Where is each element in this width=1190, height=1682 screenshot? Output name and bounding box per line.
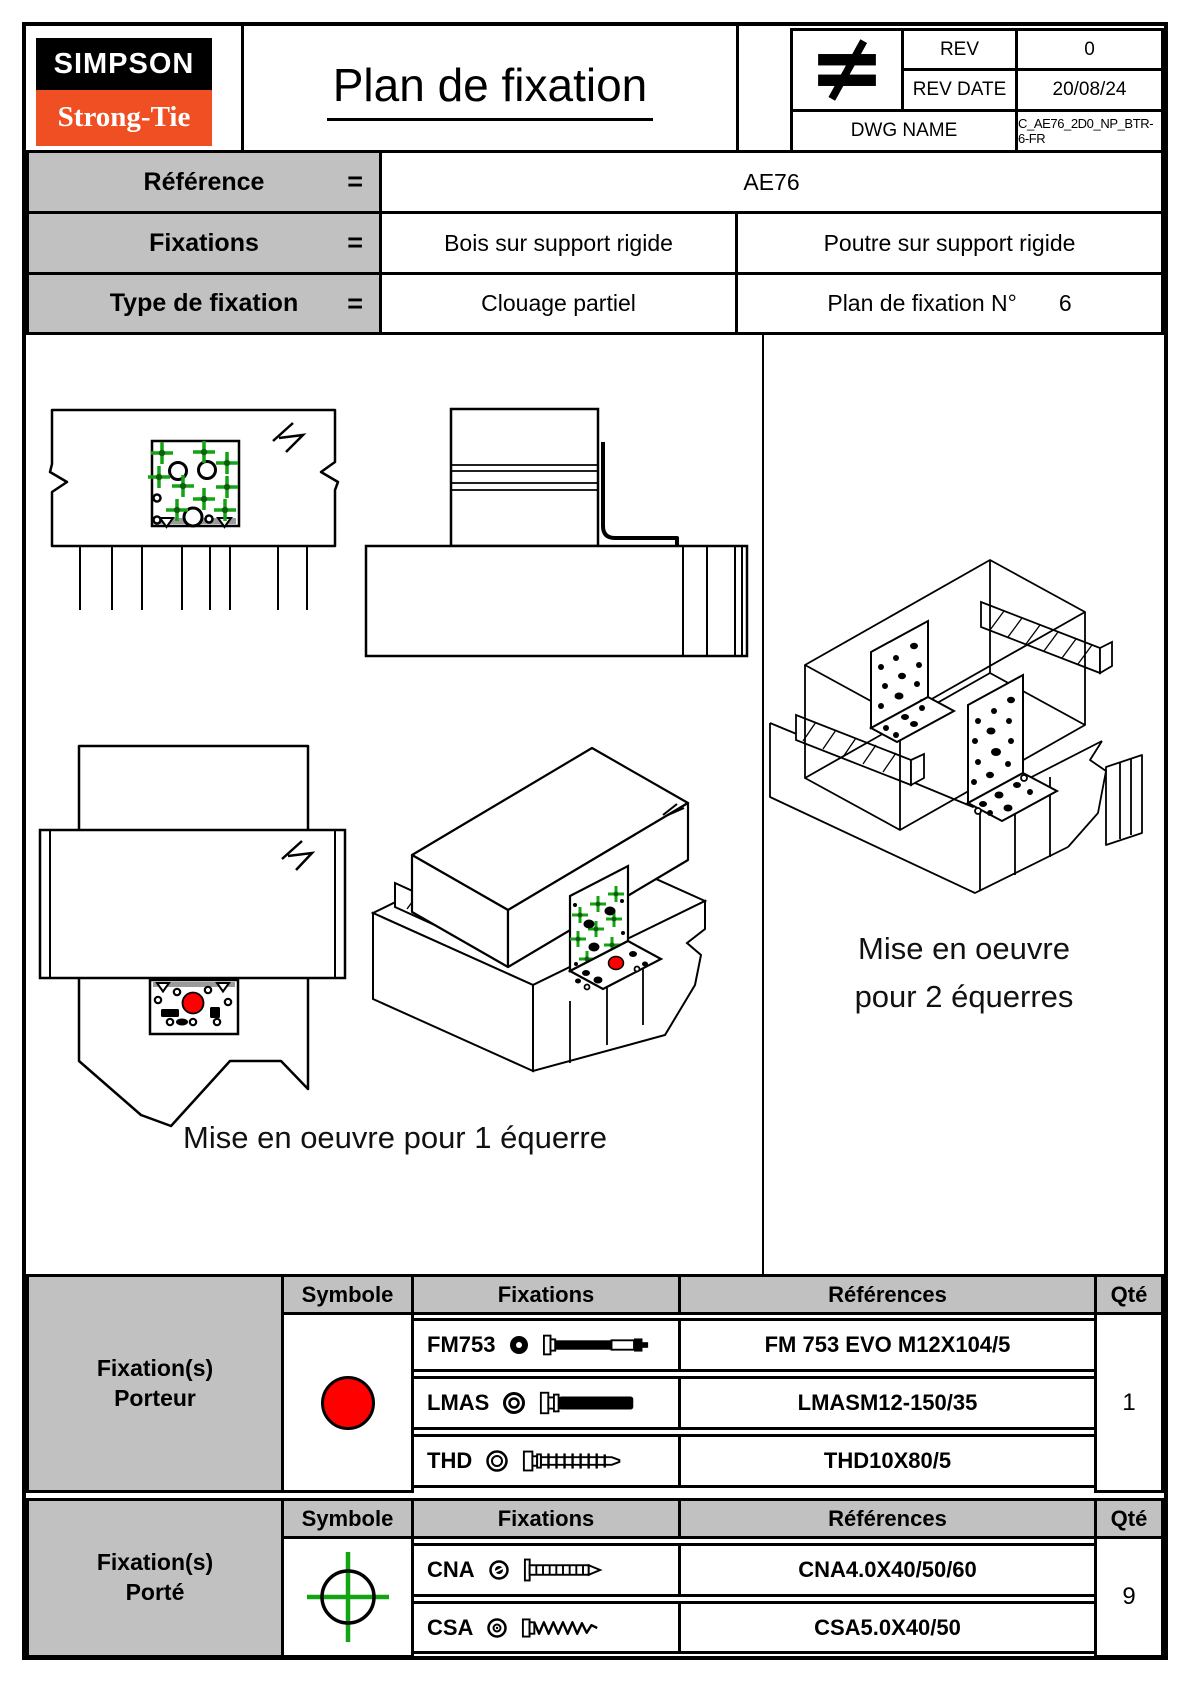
info-row-reference-label: Référence =	[26, 150, 382, 214]
info-reference-value: AE76	[379, 150, 1164, 214]
reference-thd: THD10X80/5	[678, 1434, 1097, 1488]
col-header-fixations: Fixations	[411, 1498, 681, 1539]
rev-value-cell: 0	[1015, 28, 1164, 71]
drawing-front-view-porteur	[30, 728, 360, 1138]
dwg-name-value-cell: C_AE76_2D0_NP_BTR-6-FR	[1015, 109, 1164, 153]
logo-strongtie-text: Strong-Tie	[36, 90, 212, 146]
info-plan-number-cell: Plan de fixation N° 6	[735, 272, 1164, 335]
info-fixations-right: Poutre sur support rigide	[735, 211, 1164, 275]
csa-front-icon	[486, 1617, 508, 1639]
drawing-isometric-one-bracket	[365, 733, 710, 1078]
info-type-left: Clouage partiel	[379, 272, 738, 335]
group-label-porte: Fixation(s) Porté	[26, 1498, 284, 1658]
logo-simpson-text: SIMPSON	[36, 38, 212, 90]
qty-cell-porte: 9	[1094, 1536, 1164, 1658]
col-header-symbole: Symbole	[281, 1498, 414, 1539]
drawing-side-view	[355, 378, 755, 668]
caption-two-brackets: Mise en oeuvre pour 2 équerres	[854, 931, 1074, 1015]
panel-divider	[762, 332, 764, 1274]
drawing-isometric-two-brackets	[768, 545, 1163, 940]
cna-side-icon	[523, 1557, 623, 1583]
info-row-type-label: Type de fixation =	[26, 272, 382, 335]
col-header-references: Références	[678, 1498, 1097, 1539]
red-circle-symbol	[321, 1376, 375, 1430]
header-divider-right	[736, 26, 739, 153]
symbol-cell-porteur	[281, 1312, 414, 1493]
fm753-side-icon	[543, 1332, 665, 1358]
equals-sign: =	[347, 227, 363, 258]
col-header-qty: Qté	[1094, 1498, 1164, 1539]
fixation-row-csa: CSA	[411, 1601, 681, 1654]
csa-side-icon	[521, 1614, 621, 1642]
fixation-row-lmas: LMAS	[411, 1376, 681, 1430]
simpson-strongtie-logo	[36, 38, 212, 146]
reference-fm753: FM 753 EVO M12X104/5	[678, 1318, 1097, 1372]
dwg-name-label-cell: DWG NAME	[790, 109, 1018, 153]
reference-csa: CSA5.0X40/50	[678, 1601, 1097, 1654]
green-crosshair-symbol	[301, 1550, 395, 1644]
rev-date-label-cell: REV DATE	[901, 68, 1018, 112]
rev-date-value-cell: 20/08/24	[1015, 68, 1164, 112]
stamp-cell	[790, 28, 904, 112]
qty-cell-porteur: 1	[1094, 1312, 1164, 1493]
symbol-cell-porte	[281, 1536, 414, 1658]
equals-sign: =	[347, 288, 363, 318]
caption-one-bracket: Mise en oeuvre pour 1 équerre	[183, 1120, 607, 1155]
page-title: Plan de fixation	[246, 30, 734, 148]
group-label-porteur: Fixation(s) Porteur	[26, 1274, 284, 1493]
thd-side-icon	[522, 1446, 626, 1476]
thd-front-icon	[485, 1449, 509, 1473]
reference-cna: CNA4.0X40/50/60	[678, 1543, 1097, 1597]
fixation-row-thd: THD	[411, 1434, 681, 1488]
reference-lmas: LMASM12-150/35	[678, 1376, 1097, 1430]
lmas-front-icon	[502, 1391, 526, 1415]
drawing-front-view-bracket	[40, 378, 350, 618]
info-row-fixations-label: Fixations =	[26, 211, 382, 275]
fixation-row-fm753: FM753	[411, 1318, 681, 1372]
plan-number: 6	[1058, 290, 1072, 316]
info-fixations-left: Bois sur support rigide	[379, 211, 738, 275]
fixation-row-cna: CNA	[411, 1543, 681, 1597]
fm753-front-icon	[508, 1334, 530, 1356]
col-header-references: Références	[678, 1274, 1097, 1315]
rev-label-cell: REV	[901, 28, 1018, 71]
lmas-side-icon	[539, 1388, 651, 1418]
col-header-qty: Qté	[1094, 1274, 1164, 1315]
header-divider-left	[241, 26, 244, 153]
col-header-symbole: Symbole	[281, 1274, 414, 1315]
equals-sign: =	[347, 166, 363, 197]
col-header-fixations: Fixations	[411, 1274, 681, 1315]
not-equal-icon	[809, 39, 885, 101]
cna-front-icon	[488, 1559, 510, 1581]
